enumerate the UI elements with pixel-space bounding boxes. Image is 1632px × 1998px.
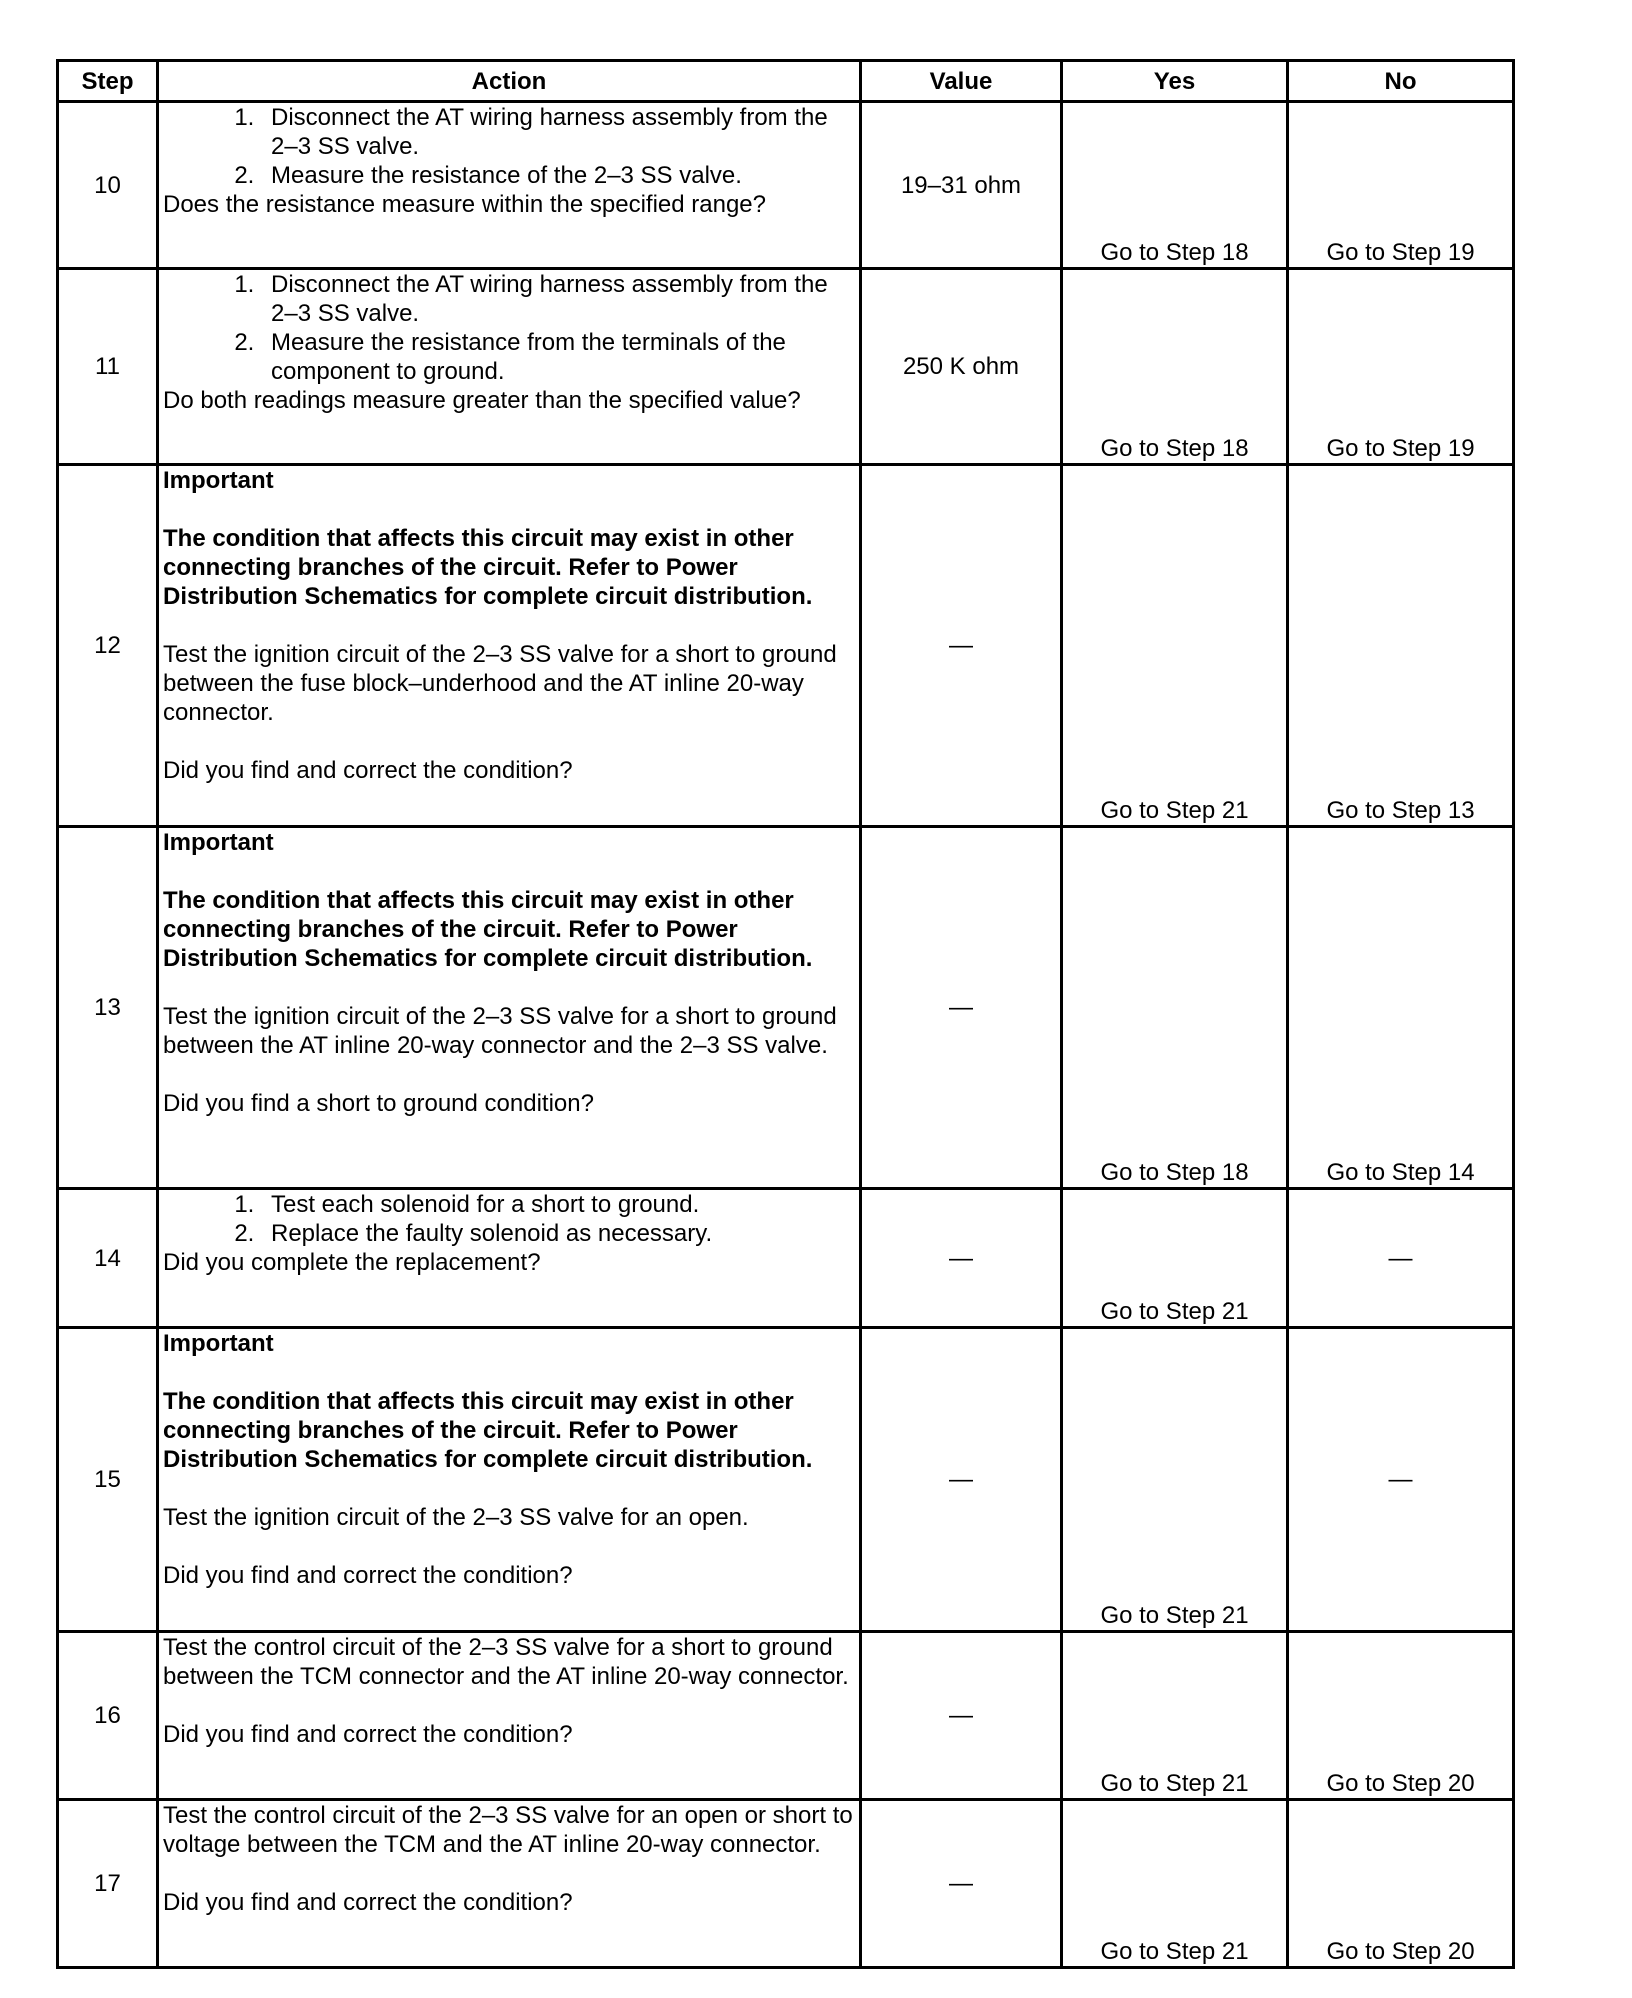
header-action: Action <box>158 61 861 102</box>
yes-cell: Go to Step 18 <box>1062 102 1288 269</box>
step-number: 13 <box>58 827 158 1189</box>
yes-cell: Go to Step 21 <box>1062 1800 1288 1968</box>
yes-cell: Go to Step 21 <box>1062 1328 1288 1632</box>
action-cell <box>158 1189 861 1328</box>
important-heading: Important <box>163 1330 274 1357</box>
step-number: 16 <box>58 1632 158 1800</box>
step-question: Did you find a short to ground condition? <box>163 1090 594 1117</box>
no-cell: Go to Step 19 <box>1288 269 1514 465</box>
header-yes: Yes <box>1062 61 1288 102</box>
step-question: Does the resistance measure within the specified range? <box>163 191 766 218</box>
step-question: Did you find and correct the condition? <box>163 1889 573 1916</box>
diagnostic-steps-table <box>56 59 1515 1969</box>
value-cell: — <box>861 1800 1062 1968</box>
step-instruction: Test the control circuit of the 2–3 SS valve for an open or short to voltage between the TCM and the AT inline 20-way connector. <box>163 1802 853 1858</box>
step-row-15 <box>58 1328 1514 1632</box>
substep-list <box>163 1190 855 1248</box>
important-note: The condition that affects this circuit may exist in other connecting branches of the circuit. Refer to Power Distribution Schematics for complete circuit distribution. <box>163 1388 813 1473</box>
action-cell <box>158 1800 861 1968</box>
step-row-12 <box>58 465 1514 827</box>
header-row <box>58 61 1514 102</box>
value-cell: — <box>861 827 1062 1189</box>
substep-list <box>163 103 855 190</box>
step-instruction: Test the ignition circuit of the 2–3 SS valve for an open. <box>163 1504 749 1531</box>
yes-cell: Go to Step 18 <box>1062 269 1288 465</box>
no-cell: Go to Step 20 <box>1288 1800 1514 1968</box>
yes-cell: Go to Step 21 <box>1062 465 1288 827</box>
substep: 1. Test each solenoid for a short to ground. <box>261 1190 855 1219</box>
yes-cell: Go to Step 21 <box>1062 1632 1288 1800</box>
no-cell: Go to Step 19 <box>1288 102 1514 269</box>
value-cell: 250 K ohm <box>861 269 1062 465</box>
step-number: 15 <box>58 1328 158 1632</box>
step-number: 10 <box>58 102 158 269</box>
no-cell: Go to Step 14 <box>1288 827 1514 1189</box>
step-number: 17 <box>58 1800 158 1968</box>
action-cell <box>158 827 861 1189</box>
substep: 1. Disconnect the AT wiring harness assembly from the 2–3 SS valve. <box>261 103 855 161</box>
value-cell: — <box>861 465 1062 827</box>
step-number: 14 <box>58 1189 158 1328</box>
value-cell: 19–31 ohm <box>861 102 1062 269</box>
no-cell: — <box>1288 1189 1514 1328</box>
header-step: Step <box>58 61 158 102</box>
substep: 2. Replace the faulty solenoid as necessary. <box>261 1219 855 1248</box>
no-cell: Go to Step 20 <box>1288 1632 1514 1800</box>
step-number: 12 <box>58 465 158 827</box>
header-value: Value <box>861 61 1062 102</box>
important-note: The condition that affects this circuit may exist in other connecting branches of the circuit. Refer to Power Distribution Schematics for complete circuit distribution. <box>163 887 813 972</box>
no-cell: — <box>1288 1328 1514 1632</box>
step-row-10 <box>58 102 1514 269</box>
action-cell <box>158 465 861 827</box>
step-instruction: Test the ignition circuit of the 2–3 SS valve for a short to ground between the AT inline 20-way connector and the 2–3 SS valve. <box>163 1003 837 1059</box>
step-question: Did you find and correct the condition? <box>163 1721 573 1748</box>
step-row-13 <box>58 827 1514 1189</box>
value-cell: — <box>861 1632 1062 1800</box>
step-question: Did you find and correct the condition? <box>163 757 573 784</box>
step-row-17 <box>58 1800 1514 1968</box>
step-row-11 <box>58 269 1514 465</box>
action-cell <box>158 1328 861 1632</box>
step-question: Did you complete the replacement? <box>163 1249 541 1276</box>
substep: 1. Disconnect the AT wiring harness assembly from the 2–3 SS valve. <box>261 270 855 328</box>
substep: 2. Measure the resistance from the terminals of the component to ground. <box>261 328 855 386</box>
yes-cell: Go to Step 21 <box>1062 1189 1288 1328</box>
important-heading: Important <box>163 829 274 856</box>
step-instruction: Test the control circuit of the 2–3 SS valve for a short to ground between the TCM connector and the AT inline 20-way connector. <box>163 1634 849 1690</box>
step-instruction: Test the ignition circuit of the 2–3 SS valve for a short to ground between the fuse block–underhood and the AT inline 20-way connector. <box>163 641 837 726</box>
step-number: 11 <box>58 269 158 465</box>
yes-cell: Go to Step 18 <box>1062 827 1288 1189</box>
step-row-16 <box>58 1632 1514 1800</box>
step-question: Did you find and correct the condition? <box>163 1562 573 1589</box>
no-cell: Go to Step 13 <box>1288 465 1514 827</box>
action-cell <box>158 269 861 465</box>
value-cell: — <box>861 1328 1062 1632</box>
step-question: Do both readings measure greater than the specified value? <box>163 387 801 414</box>
important-note: The condition that affects this circuit may exist in other connecting branches of the circuit. Refer to Power Distribution Schematics for complete circuit distribution. <box>163 525 813 610</box>
substep-list <box>163 270 855 386</box>
action-cell <box>158 102 861 269</box>
header-no: No <box>1288 61 1514 102</box>
step-row-14 <box>58 1189 1514 1328</box>
substep: 2. Measure the resistance of the 2–3 SS valve. <box>261 161 855 190</box>
value-cell: — <box>861 1189 1062 1328</box>
important-heading: Important <box>163 467 274 494</box>
action-cell <box>158 1632 861 1800</box>
